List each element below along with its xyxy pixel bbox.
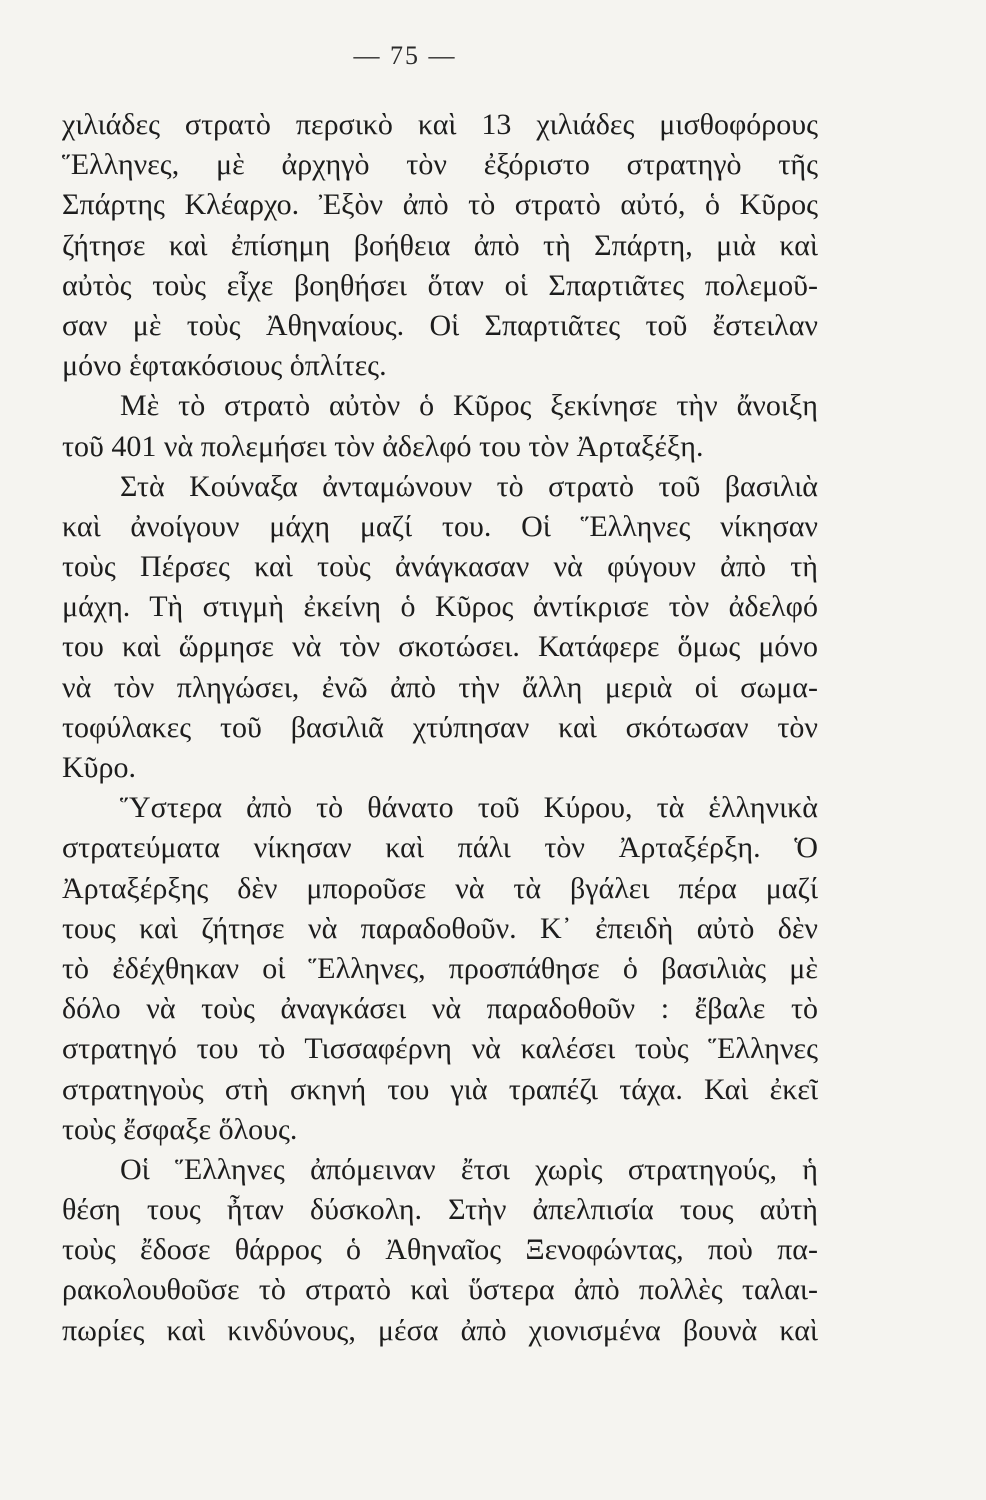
text-line: Κῦρο. bbox=[62, 751, 136, 784]
paragraph bbox=[62, 1150, 818, 1351]
paragraph-continued bbox=[62, 105, 818, 386]
text-line: ρακολουθοῦσε τὸ στρατὸ καὶ ὕστερα ἀπὸ πολλὲς ταλαι- bbox=[62, 1273, 818, 1307]
text-line: μάχη. Τὴ στιγμὴ ἐκείνη ὁ Κῦρος ἀντίκρισε τὸν ἀδελφό bbox=[62, 590, 818, 624]
page-number: — 75 — bbox=[353, 41, 457, 70]
text-line: ζήτησε καὶ ἐπίσημη βοήθεια ἀπὸ τὴ Σπάρτη, μιὰ καὶ bbox=[62, 228, 818, 262]
text-line: καὶ ἀνοίγουν μάχη μαζί του. Οἱ Ἕλληνες νίκησαν bbox=[62, 509, 818, 543]
text-line: μόνο ἑφτακόσιους ὁπλίτες. bbox=[62, 349, 387, 383]
text-line: θέση τους ἦταν δύσκολη. Στὴν ἀπελπισία τους αὐτὴ bbox=[62, 1193, 818, 1227]
text-line: Ἕλληνες, μὲ ἀρχηγὸ τὸν ἐξόριστο στρατηγὸ τῆς bbox=[62, 148, 818, 182]
text-line: Σπάρτης Κλέαρχο. Ἐξὸν ἀπὸ τὸ στρατὸ αὐτό, ὁ Κῦρος bbox=[62, 188, 818, 222]
text-line: τους καὶ ζήτησε νὰ παραδοθοῦν. Κ᾽ ἐπειδὴ αὐτὸ δὲν bbox=[62, 911, 818, 945]
paragraph bbox=[62, 467, 818, 789]
text-line: νὰ τὸν πληγώσει, ἐνῶ ἀπὸ τὴν ἄλλη μεριὰ οἱ σωμα- bbox=[62, 670, 818, 704]
text-line: πωρίες καὶ κινδύνους, μέσα ἀπὸ χιονισμένα βουνὰ καὶ bbox=[62, 1313, 818, 1347]
text-line: του καὶ ὥρμησε νὰ τὸν σκοτώσει. Κατάφερε ὅμως μόνο bbox=[62, 630, 818, 664]
text-line: Μὲ τὸ στρατὸ αὐτὸν ὁ Κῦρος ξεκίνησε τὴν ἄνοιξη bbox=[120, 389, 818, 423]
text-line: στρατεύματα νίκησαν καὶ πάλι τὸν Ἀρταξέρξη. Ὁ bbox=[62, 831, 818, 865]
text-line: σαν μὲ τοὺς Ἀθηναίους. Οἱ Σπαρτιᾶτες τοῦ ἔστειλαν bbox=[62, 308, 818, 342]
body-text bbox=[62, 105, 818, 1351]
paragraph bbox=[62, 386, 818, 466]
text-line: τοῦ 401 νὰ πολεμήσει τὸν ἀδελφό του τὸν Ἀρταξέξη. bbox=[62, 429, 704, 463]
text-line: τοὺς ἔδοσε θάρρος ὁ Ἀθηναῖος Ξενοφώντας, ποὺ πα- bbox=[62, 1233, 818, 1267]
text-line: δόλο νὰ τοὺς ἀναγκάσει νὰ παραδοθοῦν : ἔβαλε τὸ bbox=[62, 992, 818, 1026]
text-line: Ἀρταξέρξης δὲν μποροῦσε νὰ τὰ βγάλει πέρα μαζί bbox=[62, 871, 818, 905]
text-line: τὸ ἐδέχθηκαν οἱ Ἕλληνες, προσπάθησε ὁ βασιλιὰς μὲ bbox=[62, 951, 818, 985]
text-line: τοὺς Πέρσες καὶ τοὺς ἀνάγκασαν νὰ φύγουν ἀπὸ τὴ bbox=[62, 550, 818, 584]
text-line: Ὕστερα ἀπὸ τὸ θάνατο τοῦ Κύρου, τὰ ἑλληνικὰ bbox=[120, 791, 818, 825]
text-line: στρατηγό του τὸ Τισσαφέρνη νὰ καλέσει τοὺς Ἕλληνες bbox=[62, 1032, 818, 1066]
text-line: τοὺς ἔσφαξε ὅλους. bbox=[62, 1112, 298, 1146]
text-line: χιλιάδες στρατὸ περσικὸ καὶ 13 χιλιάδες μισθοφόρους bbox=[62, 108, 818, 141]
text-line: Οἱ Ἕλληνες ἀπόμειναν ἔτσι χωρὶς στρατηγούς, ἡ bbox=[120, 1152, 818, 1186]
paragraph bbox=[62, 788, 818, 1150]
text-line: στρατηγοὺς στὴ σκηνή του γιὰ τραπέζι τάχα. Καὶ ἐκεῖ bbox=[62, 1072, 818, 1106]
text-line: Στὰ Κούναξα ἀνταμώνουν τὸ στρατὸ τοῦ βασιλιὰ bbox=[120, 469, 818, 503]
text-line: τοφύλακες τοῦ βασιλιᾶ χτύπησαν καὶ σκότωσαν τὸν bbox=[62, 710, 818, 744]
text-line: αὐτὸς τοὺς εἶχε βοηθήσει ὅταν οἱ Σπαρτιᾶτες πολεμοῦ- bbox=[62, 268, 818, 302]
